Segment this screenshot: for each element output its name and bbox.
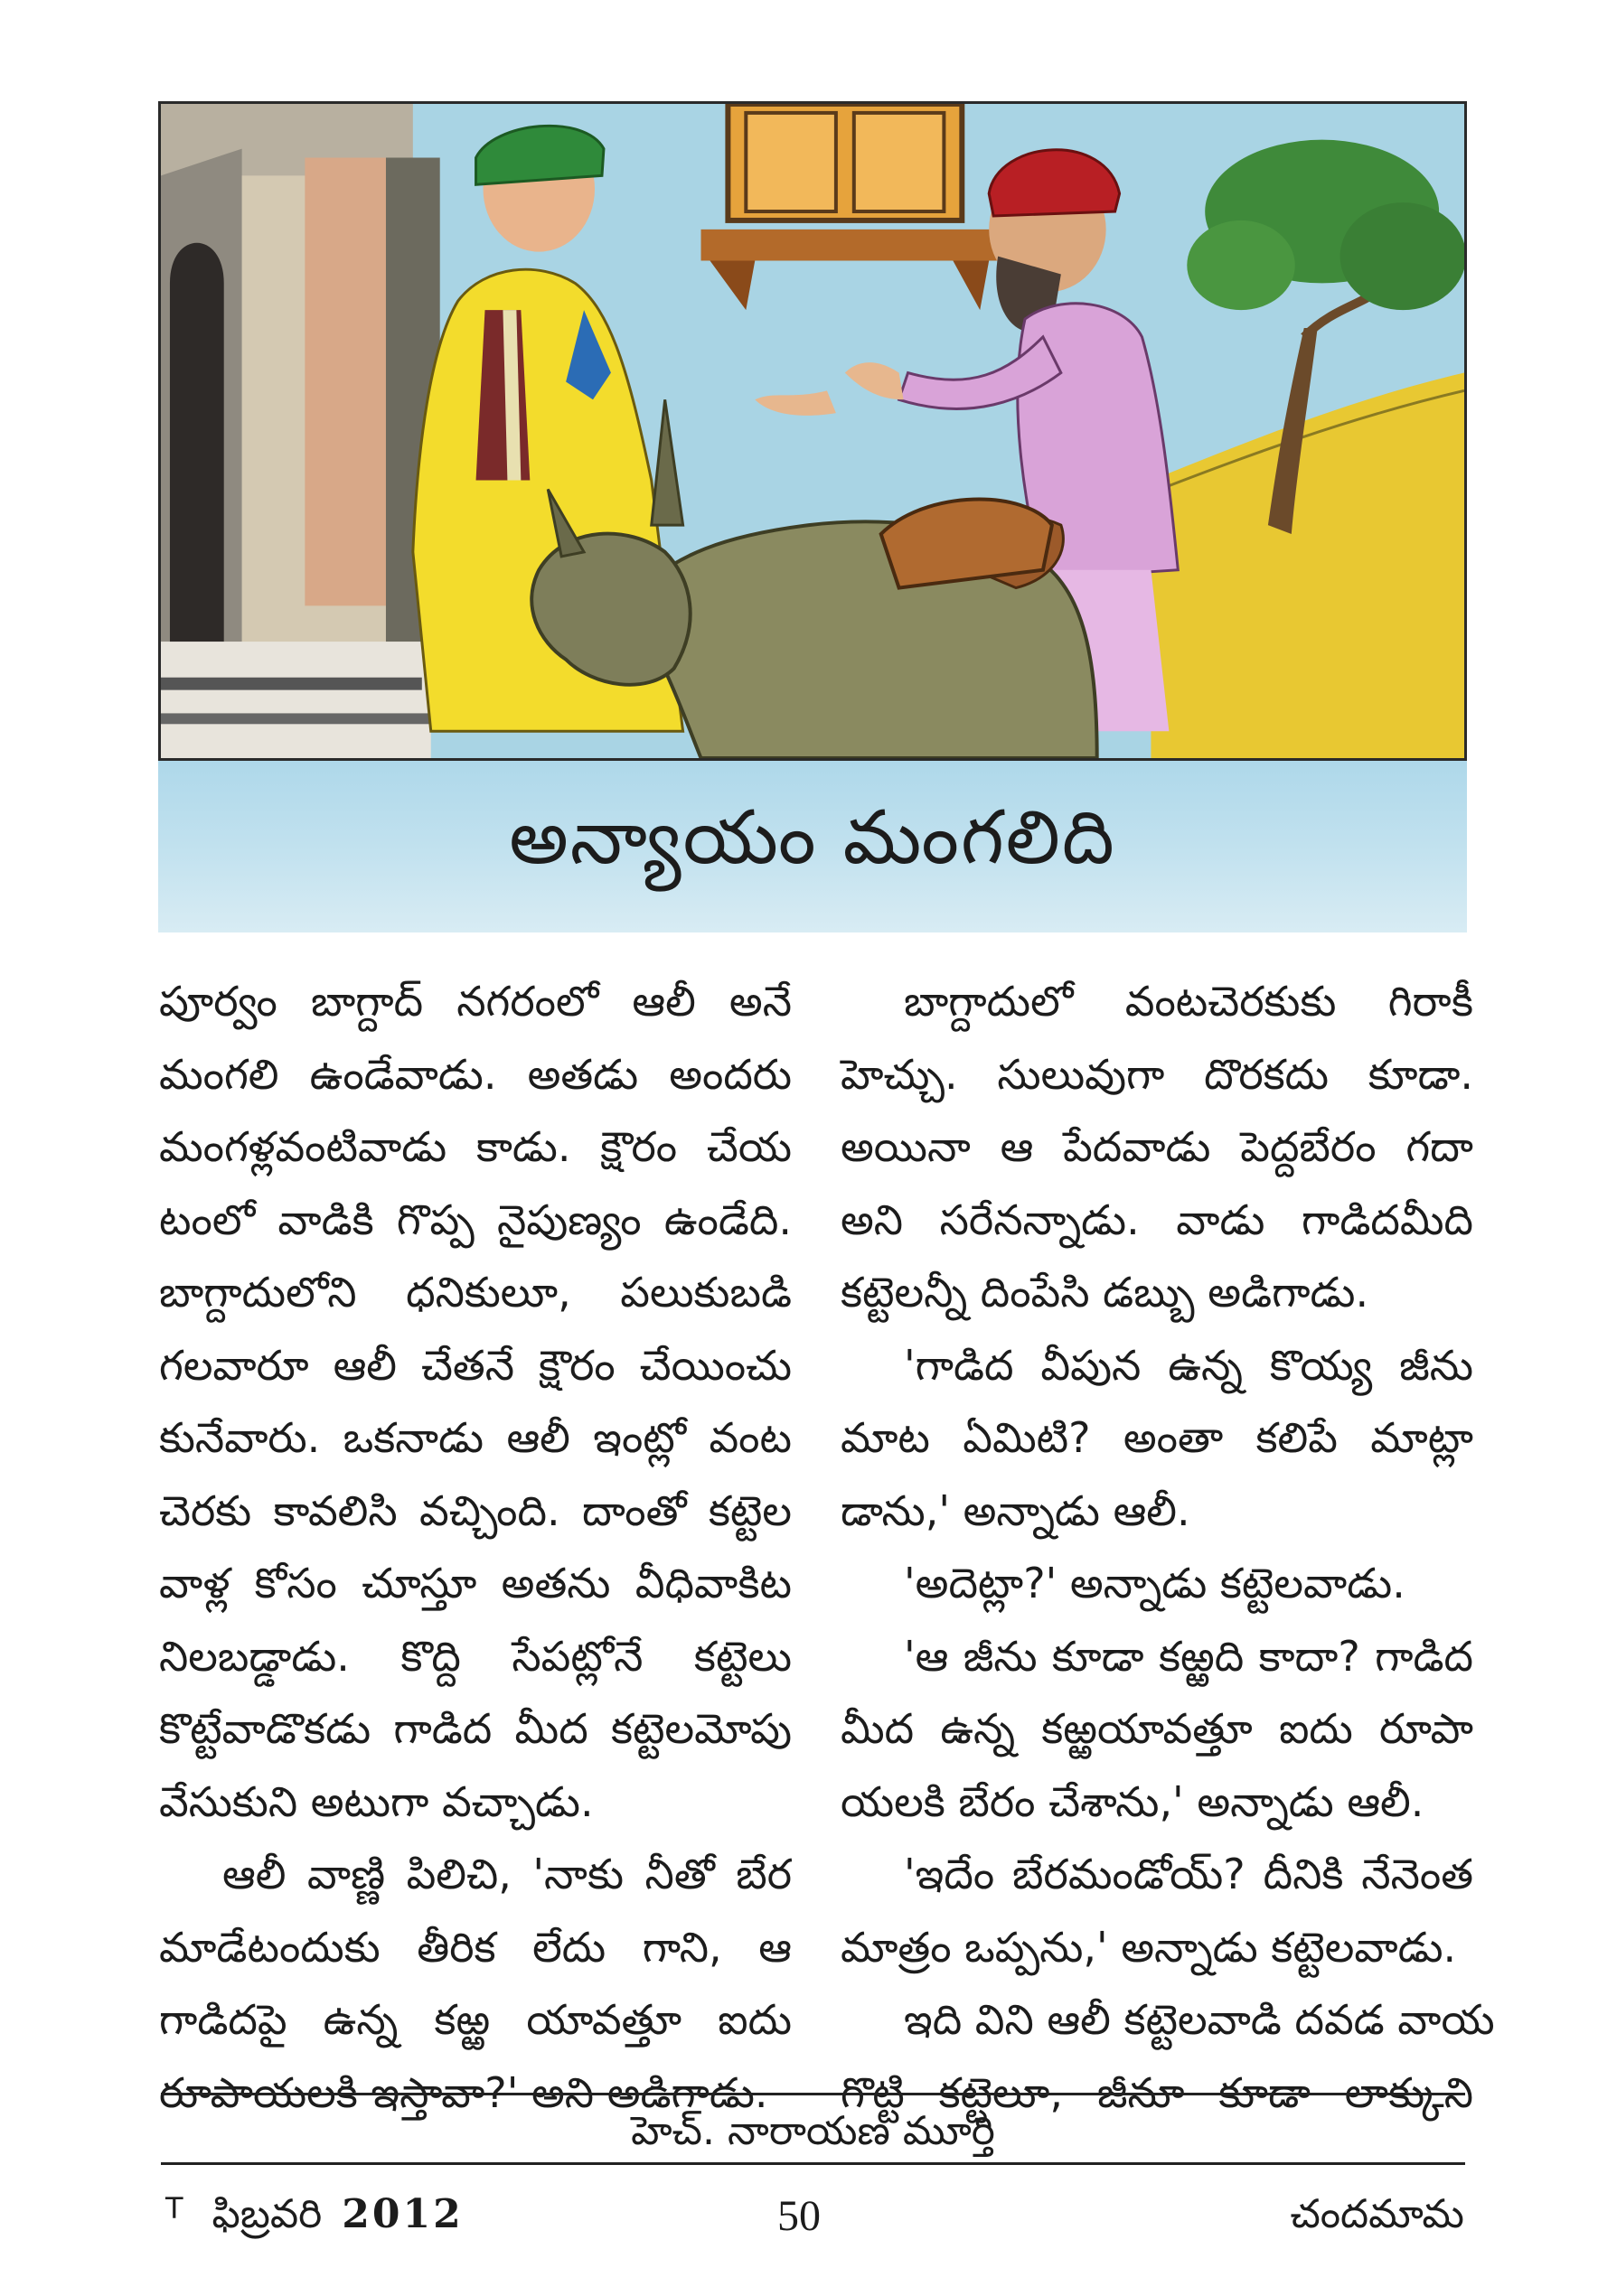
left-column bbox=[159, 965, 792, 2129]
magazine-name: చందమామ bbox=[1290, 2191, 1464, 2237]
text-line: బాగ్దాదులో వంటచెరకుకు గిరాకీ bbox=[904, 977, 1473, 1026]
text-line: మీద ఉన్న కఱ్ఱయావత్తూ ఐదు రూపా bbox=[841, 1704, 1473, 1753]
text-line: 'గాడిద వీపున ఉన్న కొయ్య జీను bbox=[904, 1340, 1473, 1390]
footer-year: 2012 bbox=[342, 2191, 464, 2237]
title-band bbox=[158, 761, 1467, 932]
text-line: గాడిదపై ఉన్న కఱ్ఱ యావత్తూ ఐదు bbox=[159, 1995, 792, 2044]
text-line: టంలో వాడికి గొప్ప నైపుణ్యం ఉండేది. bbox=[159, 1195, 792, 1244]
story-title: అన్యాయం మంగలిది bbox=[509, 794, 1116, 881]
text-line: డాను,' అన్నాడు ఆలీ. bbox=[841, 1485, 1190, 1535]
text-line: యలకి బేరం చేశాను,' అన్నాడు ఆలీ. bbox=[841, 1776, 1424, 1826]
text-line: కొట్టేవాడొకడు గాడిద మీద కట్టెలమోపు bbox=[159, 1704, 792, 1753]
text-line: వాళ్ల కోసం చూస్తూ అతను వీధివాకిట bbox=[159, 1559, 792, 1607]
text-line: మాడేటందుకు తీరిక లేదు గాని, ఆ bbox=[159, 1922, 792, 1972]
text-line: చెరకు కావలిసి వచ్చింది. దాంతో కట్టెల bbox=[159, 1485, 792, 1535]
text-line: 'ఇదేం బేరమండోయ్? దీనికి నేనెంత bbox=[904, 1850, 1473, 1898]
text-line: మాట ఏమిటి? అంతా కలిపే మాట్లా bbox=[841, 1413, 1473, 1462]
author-name: హెచ్. నారాయణ మూర్తి bbox=[631, 2108, 995, 2154]
text-line: ఇది విని ఆలీ కట్టెలవాడి దవడ వాయ bbox=[904, 1995, 1495, 2044]
text-line: కునేవారు. ఒకనాడు ఆలీ ఇంట్లో వంట bbox=[159, 1413, 792, 1462]
text-line: 'ఆ జీను కూడా కఱ్ఱది కాదా? గాడిద bbox=[904, 1631, 1473, 1681]
illustration-barber-woodcutter-donkey bbox=[161, 104, 1464, 758]
text-line: గలవారూ ఆలీ చేతనే క్షౌరం చేయించు bbox=[159, 1340, 792, 1390]
text-line: పూర్వం బాగ్దాద్ నగరంలో ఆలీ అనే bbox=[159, 977, 792, 1026]
text-line: అయినా ఆ పేదవాడు పెద్దబేరం గదా bbox=[841, 1122, 1473, 1171]
page-number: 50 bbox=[777, 2192, 821, 2240]
text-line: హెచ్చు. సులువుగా దొరకదు కూడా. bbox=[841, 1049, 1473, 1099]
text-line: ఆలీ వాణ్ణి పిలిచి, 'నాకు నీతో బేర bbox=[222, 1850, 792, 1898]
text-line: 'అదెట్లా?' అన్నాడు కట్టెలవాడు. bbox=[904, 1559, 1405, 1607]
story-illustration bbox=[158, 101, 1467, 761]
trademark-mark: T bbox=[165, 2191, 183, 2226]
text-line: మంగలి ఉండేవాడు. అతడు అందరు bbox=[159, 1049, 792, 1099]
text-line: వేసుకుని అటుగా వచ్చాడు. bbox=[159, 1776, 594, 1826]
text-line: నిలబడ్డాడు. కొద్ది సేపట్లోనే కట్టెలు bbox=[159, 1631, 792, 1681]
right-column bbox=[841, 965, 1495, 2129]
author-rule-bottom bbox=[161, 2162, 1465, 2165]
text-line: గొట్టి కట్టెలూ, జీనూ కూడా లాక్కుని bbox=[841, 2067, 1473, 2117]
footer-month: ఫిబ్రవరి bbox=[212, 2191, 323, 2237]
author-rule-top bbox=[161, 2093, 1465, 2095]
text-line: అని సరేనన్నాడు. వాడు గాడిదమీది bbox=[841, 1195, 1473, 1244]
text-line: మంగళ్లవంటివాడు కాడు. క్షౌరం చేయ bbox=[159, 1122, 792, 1171]
text-line: రూపాయలకి ఇస్తావా?' అని అడిగాడు. bbox=[159, 2067, 768, 2117]
text-line: మాత్రం ఒప్పను,' అన్నాడు కట్టెలవాడు. bbox=[841, 1922, 1457, 1972]
text-line: కట్టెలన్నీ దింపేసి డబ్బు అడిగాడు. bbox=[841, 1268, 1369, 1317]
text-line: బాగ్దాదులోని ధనికులూ, పలుకుబడి bbox=[159, 1268, 792, 1317]
